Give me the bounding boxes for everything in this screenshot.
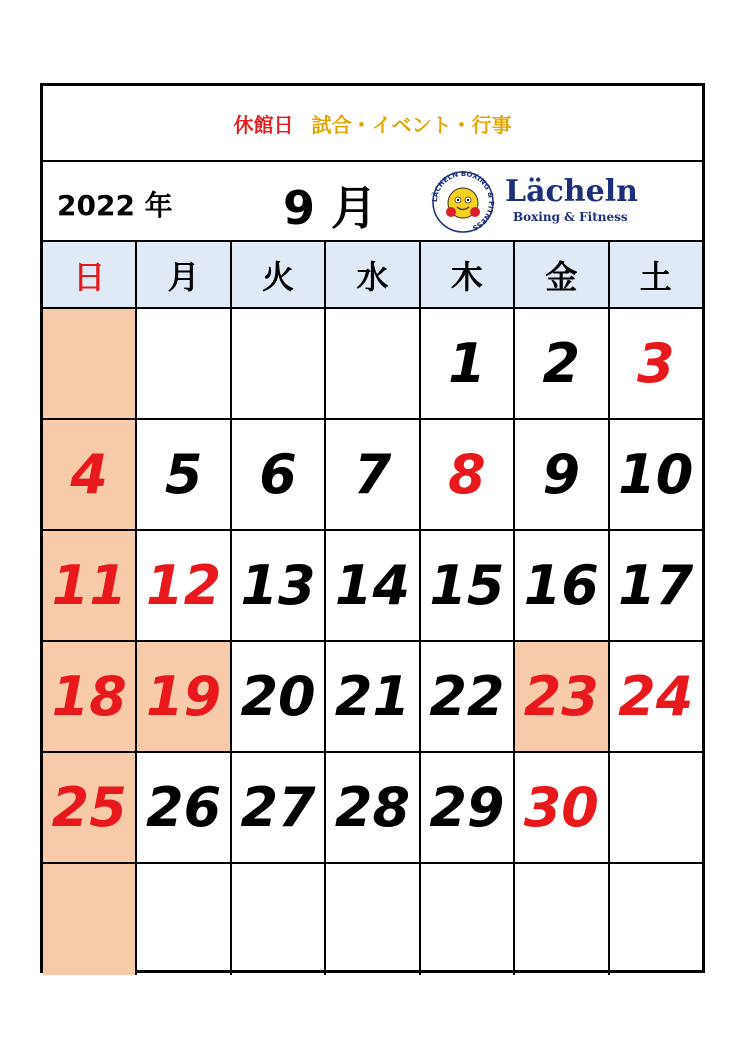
day-cell: 15 (421, 531, 515, 640)
day-cell: 25 (43, 753, 137, 862)
week-row (43, 531, 702, 642)
day-cell: 2 (515, 309, 609, 418)
weekday-label: 土 (639, 257, 672, 296)
legend-closed-day: 休館日 (233, 112, 294, 137)
logo-subtitle: Boxing & Fitness (513, 210, 628, 224)
weekday-label: 月 (137, 242, 231, 307)
day-cell: 19 (137, 642, 231, 751)
week-row (43, 753, 702, 864)
day-cell: 3 (636, 332, 675, 395)
day-cell: 23 (515, 642, 609, 751)
weekday-label: 木 (421, 242, 515, 307)
empty-day-cell (137, 864, 231, 975)
weekday-label: 火 (232, 242, 326, 307)
empty-day-cell (326, 309, 420, 418)
empty-day-cell (232, 309, 326, 418)
weekday-header-row (43, 242, 702, 309)
lacheln-logo (431, 172, 671, 232)
day-cell: 4 (43, 420, 137, 529)
empty-day-cell (43, 864, 137, 975)
week-row (43, 642, 702, 753)
empty-day-cell (137, 309, 231, 418)
empty-day-cell (43, 309, 137, 418)
legend-row (43, 86, 702, 162)
mascot-emblem-icon (431, 170, 495, 234)
month-label: 9 月 (283, 181, 378, 235)
day-cell: 1 (421, 309, 515, 418)
week-row (43, 864, 702, 975)
calendar-frame (40, 83, 705, 973)
calendar-grid (43, 242, 702, 975)
weeks-container (43, 309, 702, 975)
week-row (43, 420, 702, 531)
day-cell: 9 (515, 420, 609, 529)
day-cell: 5 (137, 420, 231, 529)
empty-day-cell (610, 864, 702, 975)
weekday-label: 日 (43, 242, 137, 307)
empty-day-cell (421, 864, 515, 975)
day-cell: 12 (137, 531, 231, 640)
day-cell: 29 (421, 753, 515, 862)
day-cell: 17 (618, 554, 694, 617)
legend-event: 試合・イベント・行事 (311, 112, 512, 137)
day-cell: 8 (421, 420, 515, 529)
day-cell: 14 (326, 531, 420, 640)
day-cell: 10 (618, 443, 694, 506)
weekday-label: 水 (326, 242, 420, 307)
day-cell: 24 (618, 665, 694, 728)
week-row (43, 309, 702, 420)
header-row (43, 162, 702, 242)
day-cell: 20 (232, 642, 326, 751)
empty-day-cell (232, 864, 326, 975)
year-label: 2022 年 (57, 189, 173, 222)
day-cell: 18 (43, 642, 137, 751)
day-cell: 22 (421, 642, 515, 751)
day-cell: 30 (515, 753, 609, 862)
empty-day-cell (610, 753, 702, 862)
logo-brand-text: Lächeln (505, 174, 638, 209)
logo-ring-text: LÄCHELN BOXING & FITNESS (431, 170, 495, 232)
weekday-label: 金 (515, 242, 609, 307)
day-cell: 27 (232, 753, 326, 862)
day-cell: 7 (326, 420, 420, 529)
day-cell: 6 (232, 420, 326, 529)
day-cell: 16 (515, 531, 609, 640)
day-cell: 28 (326, 753, 420, 862)
day-cell: 21 (326, 642, 420, 751)
day-cell: 13 (232, 531, 326, 640)
day-cell: 26 (137, 753, 231, 862)
empty-day-cell (326, 864, 420, 975)
empty-day-cell (515, 864, 609, 975)
day-cell: 11 (43, 531, 137, 640)
